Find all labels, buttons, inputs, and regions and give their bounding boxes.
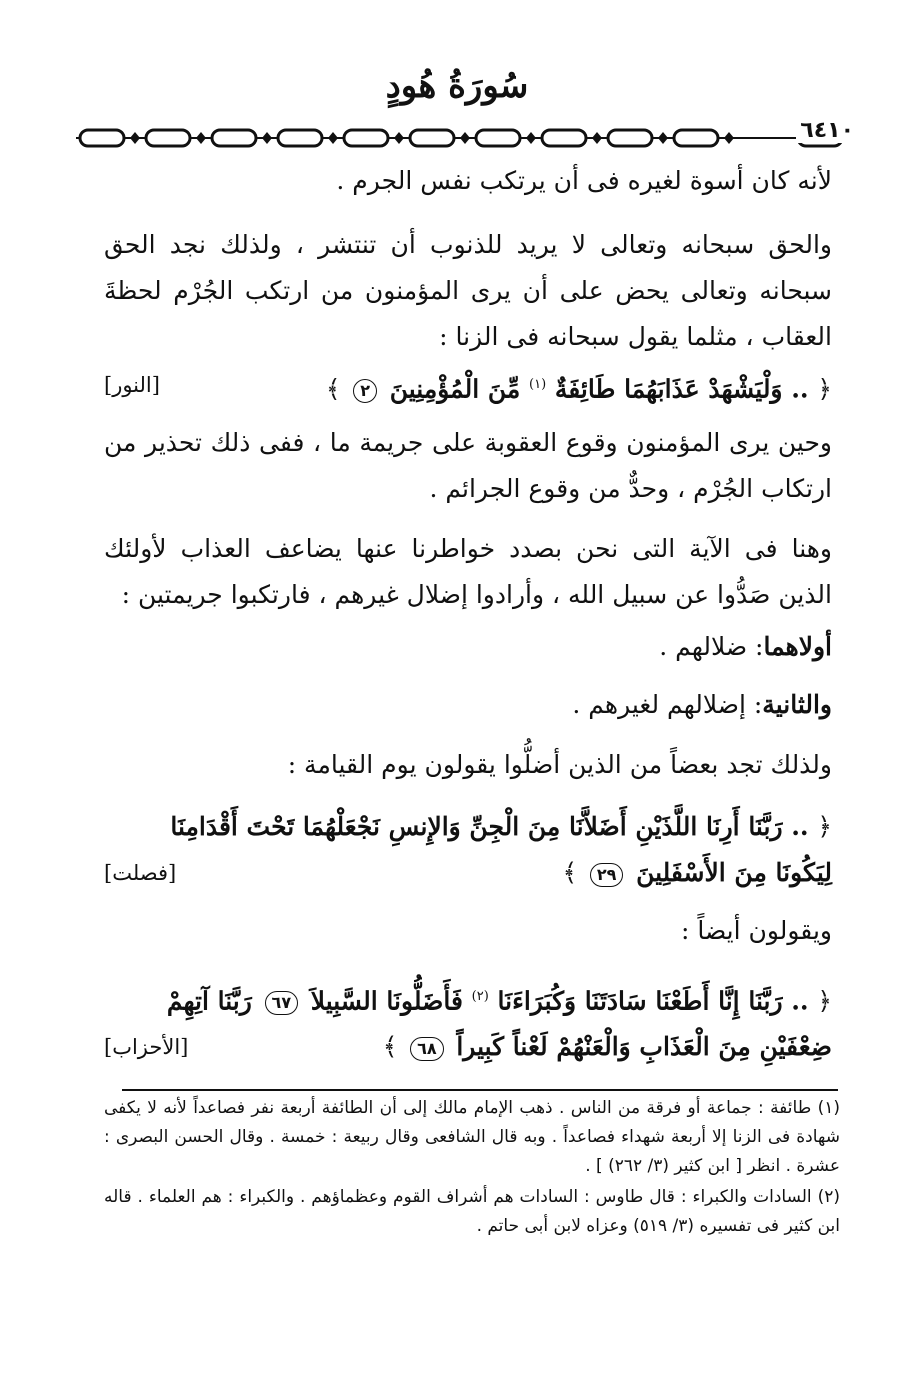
paragraph-5 [104,624,832,670]
footnote-2: (٢) السادات والكبراء : قال طاوس : السادات هم أشراف القوم وعظماؤهم . والكبراء : هم العلماء . قاله ابن كثير فى تفسيره (٣/ ٥١٩) وعزاه لابن أبى حاتم . [104,1187,840,1236]
verse-text: .. رَبَّنَا إِنَّا أَطَعْنَا سَادَتَنَا وَكُبَرَاءَنَا [497,986,809,1016]
verse-block-2 [104,804,832,896]
verse-line [104,362,832,412]
paragraph-4: وهنا فى الآية التى نحن بصدد خواطرنا عنها يضاعف العذاب لأولئك الذين صَدُّوا عن سبيل الله ، وأرادوا إضلال غيرهم ، فارتكبوا جريمتين : [104,534,832,609]
verse-line [104,850,832,896]
verse-text: ضِعْفَيْنِ مِنَ الْعَذَابِ وَالْعَنْهُمْ لَعْناً كَبِيراً [456,1032,832,1062]
page-number: ٦٤١٠ [796,118,858,143]
footnote-marker: (٢) [471,989,489,1004]
point-label: والثانية [762,690,832,719]
verse-text: .. وَلْيَشْهَدْ عَذَابَهُمَا طَائِفَةٌ [554,374,809,404]
paragraph-2: والحق سبحانه وتعالى لا يريد للذنوب أن تنتشر ، ولذلك نجد الحق سبحانه وتعالى يحض على أن يرى المؤمنون من ارتكب الجُرْم لحظةَ العقاب ، مثلما يقول سبحانه فى الزنا : [104,230,832,351]
ayah-number-badge: ٢٩ [590,863,624,887]
point-text: : إضلالهم لغيرهم . [572,690,763,719]
point-label: أولاهما [763,632,832,661]
paragraph-6 [104,682,832,728]
verse-close-bracket: ﴾ [382,1032,398,1062]
verse-line [104,1024,832,1070]
paragraph-7: ولذلك تجد بعضاً من الذين أضلُّوا يقولون يوم القيامة : [287,750,832,779]
footnotes [104,1094,840,1243]
verse-close-bracket: ﴾ [325,374,341,404]
paragraph-1: لأنه كان أسوة لغيره فى أن يرتكب نفس الجرم . [336,166,832,195]
verse-open-bracket: ﴿ [817,986,832,1016]
verse-text: مِّنَ الْمُؤْمِنِينَ [389,374,521,404]
verse-close-bracket: ﴾ [562,858,578,887]
verse-text: فَأَضَلُّونَا السَّبِيلاَ [310,986,463,1016]
point-text: : ضلالهم . [659,632,764,661]
paragraph-3: وحين يرى المؤمنون وقوع العقوبة على جريمة ما ، ففى ذلك تحذير من ارتكاب الجُرْم ، وحدٌّ من وقوع الجرائم . [104,428,832,503]
surah-title: سُورَةُ هُودٍ [385,66,529,106]
verse-text: لِيَكُونَا مِنَ الأَسْفَلِينَ [636,858,832,887]
footnote-1: (١) طائفة : جماعة أو فرقة من الناس . ذهب الإمام مالك إلى أن الطائفة أربعة نفر فصاعداً لأنه لا يكفى شهادة فى الزنا إلا أربعة شهداء فصاعداً . وبه قال الشافعى وقال ربيعة : خمسة . وقال الحسن البصرى : عشرة . انظر [ ابن كثير (٣/ ٢٦٢) ] . [104,1098,840,1176]
surah-reference: [الأحزاب] [104,1035,189,1060]
verse-open-bracket: ﴿ [817,374,832,404]
verse-line [104,804,832,850]
verse-block-1 [104,362,832,412]
surah-reference: [فصلت] [104,861,177,885]
ayah-number-badge: ٦٧ [265,991,299,1015]
ayah-number-badge: ٦٨ [410,1037,444,1061]
footnote-marker: (١) [529,377,547,392]
verse-line [104,974,832,1024]
footnote-divider [122,1089,838,1091]
verse-block-3 [104,974,832,1070]
surah-reference: [النور] [104,373,160,397]
ayah-number-badge: ٢ [353,379,377,403]
verse-open-bracket: ﴿ [817,812,832,841]
verse-text: .. رَبَّنَا أَرِنَا اللَّذَيْنِ أَضَلاَّنَا مِنَ الْجِنِّ وَالإِنسِ نَجْعَلْهُمَا تَحْتَ أَقْدَامِنَا [170,812,809,841]
paragraph-8: ويقولون أيضاً : [680,916,832,945]
verse-text: رَبَّنَا آتِهِمْ [166,986,252,1016]
ornamental-border-icon [76,122,846,154]
